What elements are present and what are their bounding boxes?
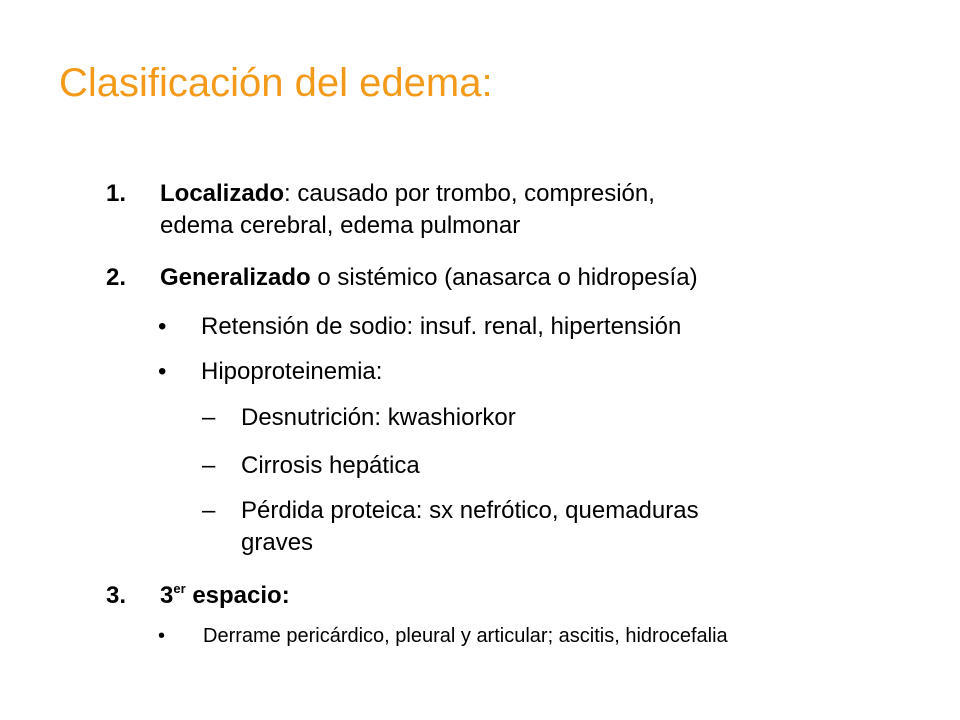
bullet-icon: • — [158, 313, 167, 340]
slide-title: Clasificación del edema: — [59, 61, 493, 105]
list-item-text — [160, 262, 886, 294]
ordinal-number: 3 — [160, 582, 174, 609]
sub-item-derrame — [158, 622, 918, 650]
list-item-text — [160, 580, 806, 612]
list-item-continuation: edema cerebral, edema pulmonar — [160, 212, 521, 239]
bullet-icon: • — [158, 358, 167, 385]
sub-item-text: Derrame pericárdico, pleural y articular; ascitis, hidrocefalia — [203, 625, 728, 647]
description: : causado por trombo, compresión, — [284, 180, 655, 207]
sub-sub-item-text: Pérdida proteica: sx nefrótico, quemaduras — [241, 497, 699, 524]
term-espacio: espacio: — [185, 582, 290, 609]
sub-sub-item-cirrosis — [202, 450, 862, 482]
sub-item-hipoproteinemia — [158, 356, 858, 388]
sub-item-text: Retensión de sodio: insuf. renal, hipertensión — [201, 313, 682, 340]
sub-sub-item-perdida-proteica — [202, 495, 882, 559]
list-number: 3. — [106, 582, 127, 609]
bullet-icon: • — [158, 625, 166, 647]
sub-sub-item-text: Cirrosis hepática — [241, 452, 420, 479]
term-localizado: Localizado — [160, 180, 285, 207]
list-item-generalizado — [106, 262, 886, 294]
term-generalizado: Generalizado — [160, 264, 311, 291]
dash-icon: – — [202, 497, 216, 524]
sub-item-retension — [158, 311, 858, 343]
dash-icon: – — [202, 452, 216, 479]
list-number: 1. — [106, 180, 127, 207]
list-number: 2. — [106, 264, 127, 291]
list-item-localizado — [106, 178, 866, 242]
dash-icon: – — [202, 404, 216, 431]
list-item-text — [160, 178, 866, 210]
list-item-tercer-espacio — [106, 580, 806, 612]
description: o sistémico (anasarca o hidropesía) — [310, 264, 698, 291]
sub-sub-item-text: Desnutrición: kwashiorkor — [241, 404, 516, 431]
sub-item-text: Hipoproteinemia: — [201, 358, 383, 385]
sub-sub-item-continuation: graves — [241, 529, 314, 556]
ordinal-superscript: er — [173, 581, 186, 596]
sub-sub-item-desnutricion — [202, 402, 862, 434]
